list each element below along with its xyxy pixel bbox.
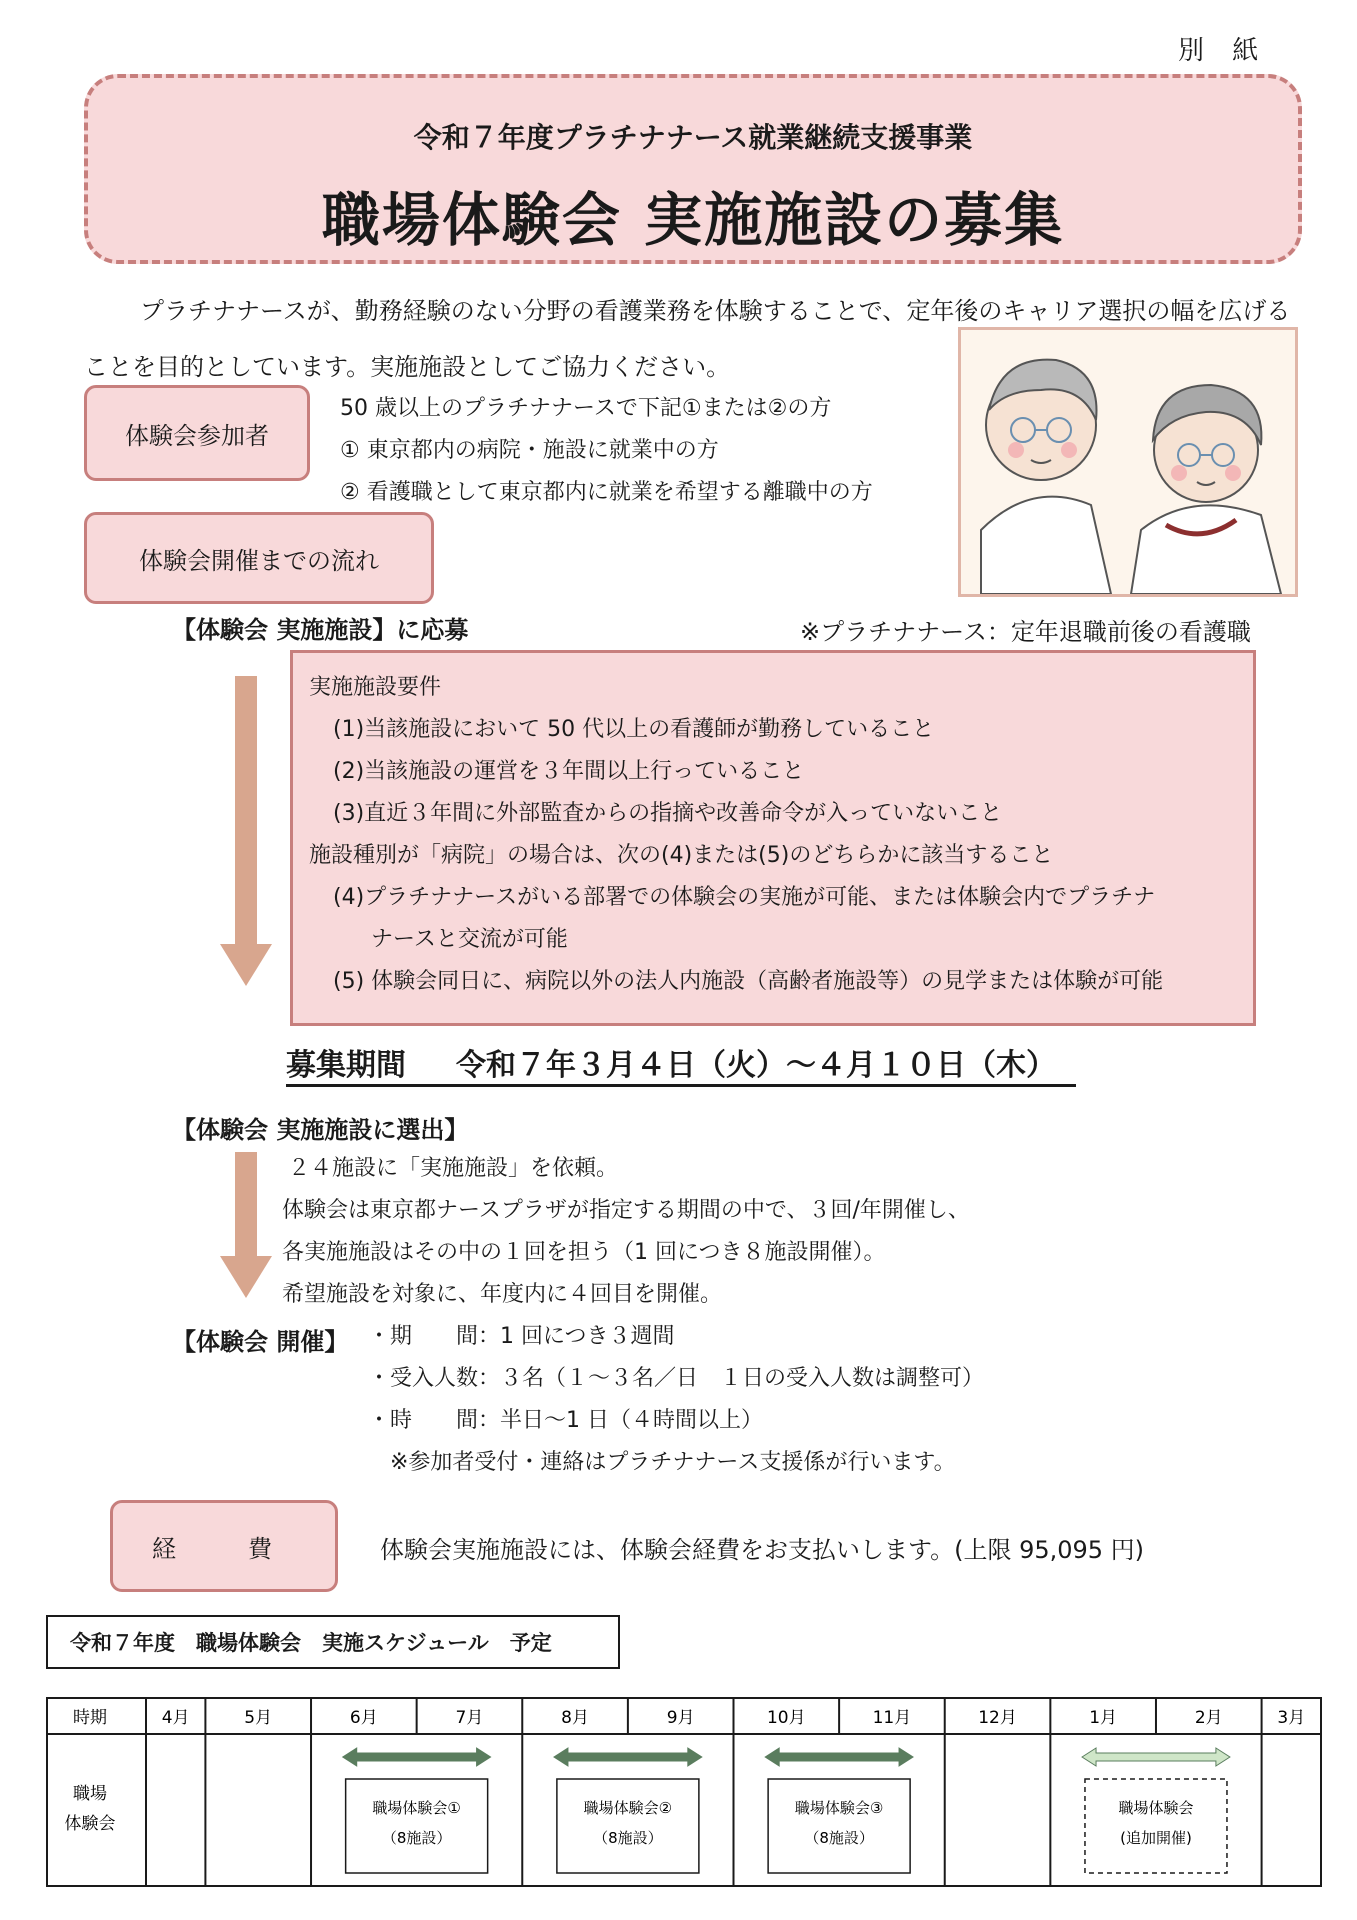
requirement-item-continued: ナースと交流が可能: [371, 927, 568, 952]
requirement-item: (3)直近３年間に外部監査からの指摘や改善命令が入っていないこと: [333, 801, 1003, 826]
event-details: [368, 1316, 984, 1484]
participants-line: ② 看護職として東京都内に就業を希望する離職中の方: [340, 480, 873, 505]
step2-title: 【体験会 実施施設に選出】: [172, 1116, 469, 1144]
requirement-item: (4)プラチナナースがいる部署での体験会の実施が可能、または体験会内でプラチナ: [333, 885, 1156, 910]
event-line: ・時 間：半日～1 日（４時間以上）: [368, 1408, 763, 1433]
participants-line: ① 東京都内の病院・施設に就業中の方: [340, 438, 719, 463]
schedule-row-label: 体験会: [64, 1814, 116, 1834]
nurses-illustration: [958, 327, 1298, 597]
schedule-month-label: 9月: [666, 1708, 695, 1728]
selection-line: 希望施設を対象に、年度内に４回目を開催。: [282, 1282, 723, 1307]
flow-arrow-2: [218, 1152, 274, 1300]
schedule-period-header: 時期: [73, 1708, 107, 1728]
page-title: 職場体験会 実施施設の募集: [321, 186, 1065, 254]
schedule-event-label: （8施設）: [381, 1829, 452, 1847]
requirement-item: (1)当該施設において 50 代以上の看護師が勤務していること: [333, 717, 935, 742]
selection-details: [282, 1148, 970, 1316]
schedule-event-label: 職場体験会②: [583, 1799, 673, 1817]
event-line: ・受入人数：３名（１～３名／日 １日の受入人数は調整可）: [368, 1366, 985, 1391]
participants-list: [340, 388, 873, 514]
participants-label: 体験会参加者: [84, 385, 310, 481]
selection-line: ２４施設に「実施施設」を依頼。: [288, 1156, 619, 1181]
requirements-heading: 実施施設要件: [309, 675, 442, 700]
schedule-month-label: 8月: [561, 1708, 589, 1728]
schedule-month-label: 11月: [872, 1708, 912, 1728]
schedule-title: 令和７年度 職場体験会 実施スケジュール 予定: [46, 1615, 620, 1669]
requirement-item: (2)当該施設の運営を３年間以上行っていること: [333, 759, 805, 784]
schedule-table: [46, 1697, 1322, 1887]
selection-line: 各実施施設はその中の１回を担う（1 回につき８施設開催）。: [282, 1240, 886, 1265]
platinum-nurse-note: ※プラチナナース：定年退職前後の看護職: [800, 618, 1251, 646]
cost-text: 体験会実施施設には、体験会経費をお支払いします。(上限 95,095 円): [380, 1536, 1145, 1564]
corner-label: 別 紙: [1178, 36, 1269, 66]
schedule-month-label: 7月: [455, 1708, 484, 1728]
schedule-event-label: 職場体験会: [1118, 1799, 1194, 1817]
schedule-event-label: 職場体験会①: [372, 1799, 461, 1817]
event-line: ・期 間：1 回につき３週間: [368, 1324, 675, 1349]
hospital-requirements-heading: 施設種別が「病院」の場合は、次の(4)または(5)のどちらかに該当すること: [309, 843, 1054, 868]
schedule-event-box: [1085, 1779, 1227, 1873]
participants-line: 50 歳以上のプラチナナースで下記①または②の方: [340, 396, 832, 421]
schedule-month-label: 3月: [1277, 1708, 1306, 1728]
schedule-month-label: 4月: [161, 1708, 190, 1728]
step3-title: 【体験会 開催】: [172, 1328, 349, 1356]
intro-paragraph: プラチナナースが、勤務経験のない分野の看護業務を体験することで、定年後のキャリア選択の幅を広げることを目的としています。実施施設としてご協力ください。: [84, 297, 1291, 381]
requirement-item: (5) 体験会同日に、病院以外の法人内施設（高齢者施設等）の見学または体験が可能: [333, 969, 1164, 994]
header-subtitle: 令和７年度プラチナナース就業継続支援事業: [413, 121, 973, 154]
schedule-event-box: [346, 1779, 488, 1873]
illustration-image: [961, 330, 1295, 594]
schedule-event-label: （8施設）: [593, 1829, 663, 1847]
step1-title: 【体験会 実施施設】に応募: [172, 616, 469, 644]
flow-label: 体験会開催までの流れ: [84, 512, 434, 604]
recruitment-period-label: 募集期間: [286, 1048, 406, 1083]
schedule-event-box: [557, 1779, 699, 1873]
event-line: ※参加者受付・連絡はプラチナナース支援係が行います。: [368, 1450, 956, 1475]
schedule-row-label: 職場: [73, 1784, 107, 1804]
schedule-month-label: 2月: [1194, 1708, 1223, 1728]
recruitment-period-value: 令和７年３月４日（火）～４月１０日（木）: [456, 1048, 1056, 1083]
header-banner: [84, 74, 1302, 264]
schedule-month-label: 12月: [978, 1708, 1017, 1728]
requirements-box: [290, 650, 1256, 1026]
selection-line: 体験会は東京都ナースプラザが指定する期間の中で、３回/年開催し、: [282, 1198, 970, 1223]
schedule-month-label: 1月: [1089, 1708, 1118, 1728]
schedule-event-label: （8施設）: [804, 1829, 874, 1847]
flow-arrow-1: [218, 676, 274, 988]
recruitment-period: [286, 1040, 1076, 1087]
schedule-event-label: (追加開催): [1120, 1829, 1192, 1847]
schedule-month-label: 10月: [766, 1708, 806, 1728]
schedule-month-label: 6月: [349, 1708, 378, 1728]
schedule-event-box: [768, 1779, 910, 1873]
schedule-event-label: 職場体験会③: [794, 1799, 884, 1817]
schedule-month-label: 5月: [244, 1708, 273, 1728]
cost-label: 経 費: [110, 1500, 338, 1592]
